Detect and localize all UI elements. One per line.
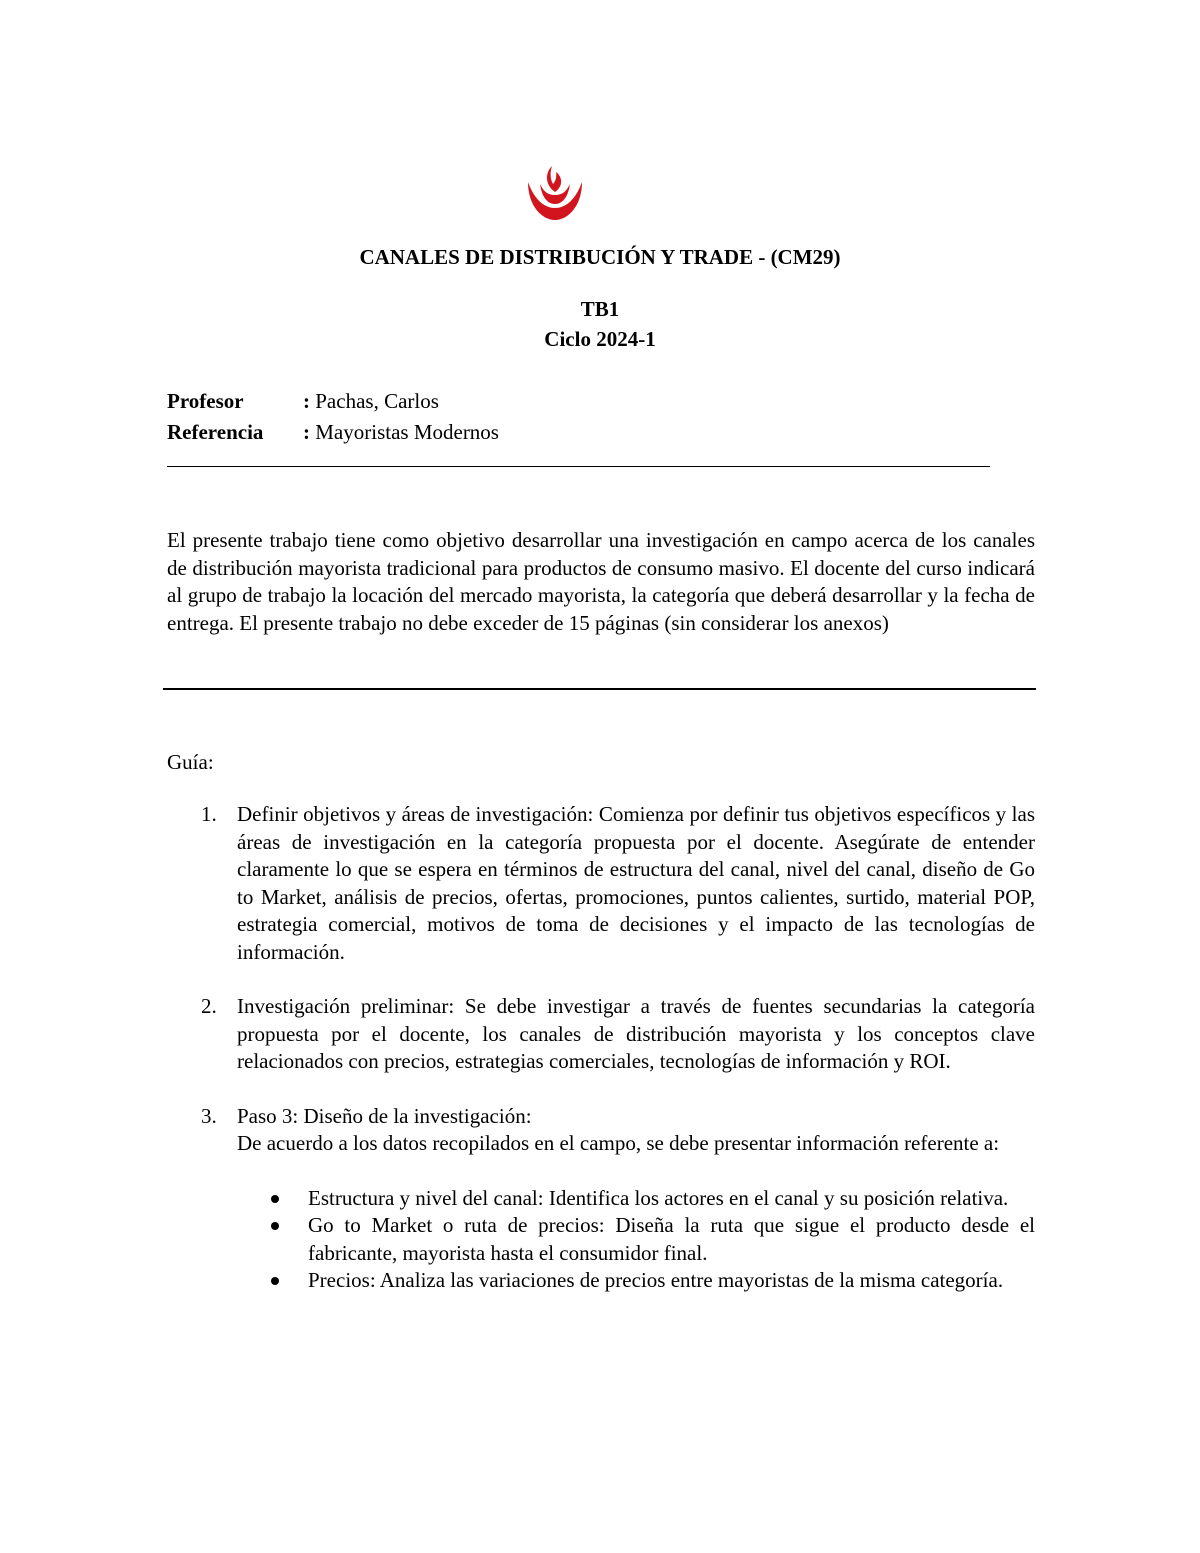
bullet-text: Go to Market o ruta de precios: Diseña la ruta que sigue el producto desde el fabricante, mayorista hasta el consumidor final. [308, 1213, 1035, 1265]
section-divider [163, 688, 1036, 690]
bullet-dot-icon [271, 1277, 279, 1285]
reference-label: Referencia [167, 420, 264, 444]
assignment-code: TB1 [580, 297, 620, 321]
step-number: 3. [201, 1103, 217, 1128]
intro-paragraph: El presente trabajo tiene como objetivo desarrollar una investigación en campo acerca de los canales de distribución mayorista tradicional para productos de consumo masivo. El docente del curso indicará al grupo de trabajo la locación del mercado mayorista, la categoría que deberá desarrollar y la fecha de entrega. El presente trabajo no debe exceder de 15 páginas (sin considerar los anexos) [167, 528, 1035, 635]
bullet-item [237, 1267, 1035, 1295]
step-number: 2. [201, 994, 217, 1018]
guide-step [167, 801, 1035, 966]
guide-heading: Guía: [167, 750, 214, 774]
upc-flame-logo-icon [522, 162, 588, 222]
professor-value: Pachas, Carlos [315, 389, 439, 413]
reference-row [167, 419, 499, 445]
guide-step [167, 1103, 1035, 1295]
professor-label: Profesor [167, 389, 244, 413]
step-number: 1. [201, 802, 217, 826]
academic-cycle: Ciclo 2024-1 [544, 327, 656, 351]
bullet-text: Precios: Analiza las variaciones de precios entre mayoristas de la misma categoría. [308, 1268, 1004, 1292]
course-title: CANALES DE DISTRIBUCIÓN Y TRADE - (CM29) [359, 245, 841, 269]
bullet-item [237, 1212, 1035, 1267]
header-divider [167, 466, 990, 467]
step-bullet-list [237, 1185, 1035, 1295]
bullet-text: Estructura y nivel del canal: Identifica los actores en el canal y su posición relativa. [308, 1185, 1009, 1210]
guide-steps-list [167, 801, 1035, 1322]
professor-row [167, 388, 439, 414]
step-text: Investigación preliminar: Se debe investigar a través de fuentes secundarias la categoría propuesta por el docente, los canales de distribución mayorista y los conceptos clave relacionados con precios, estrategias comerciales, tecnologías de información y ROI. [237, 994, 1035, 1073]
step-text: De acuerdo a los datos recopilados en el campo, se debe presentar información referente a: [237, 1131, 1000, 1155]
separator-colon: : [303, 420, 310, 444]
step-text: Definir objetivos y áreas de investigación: Comienza por definir tus objetivos específicos y las áreas de investigación en la categoría propuesta por el docente. Asegúrate de entender claramente lo que se espera en términos de estructura del canal, nivel del canal, diseño de Go to Market, análisis de precios, ofertas, promociones, puntos calientes, surtido, material POP, estrategia comercial, motivos de toma de decisiones y el impacto de las tecnologías de información. [237, 802, 1035, 964]
separator-colon: : [303, 389, 310, 413]
reference-value: Mayoristas Modernos [315, 420, 499, 444]
bullet-dot-icon [271, 1195, 279, 1203]
bullet-dot-icon [271, 1222, 279, 1230]
step-heading: Paso 3: Diseño de la investigación: [237, 1103, 532, 1128]
bullet-item [237, 1185, 1035, 1213]
guide-step [167, 993, 1035, 1076]
